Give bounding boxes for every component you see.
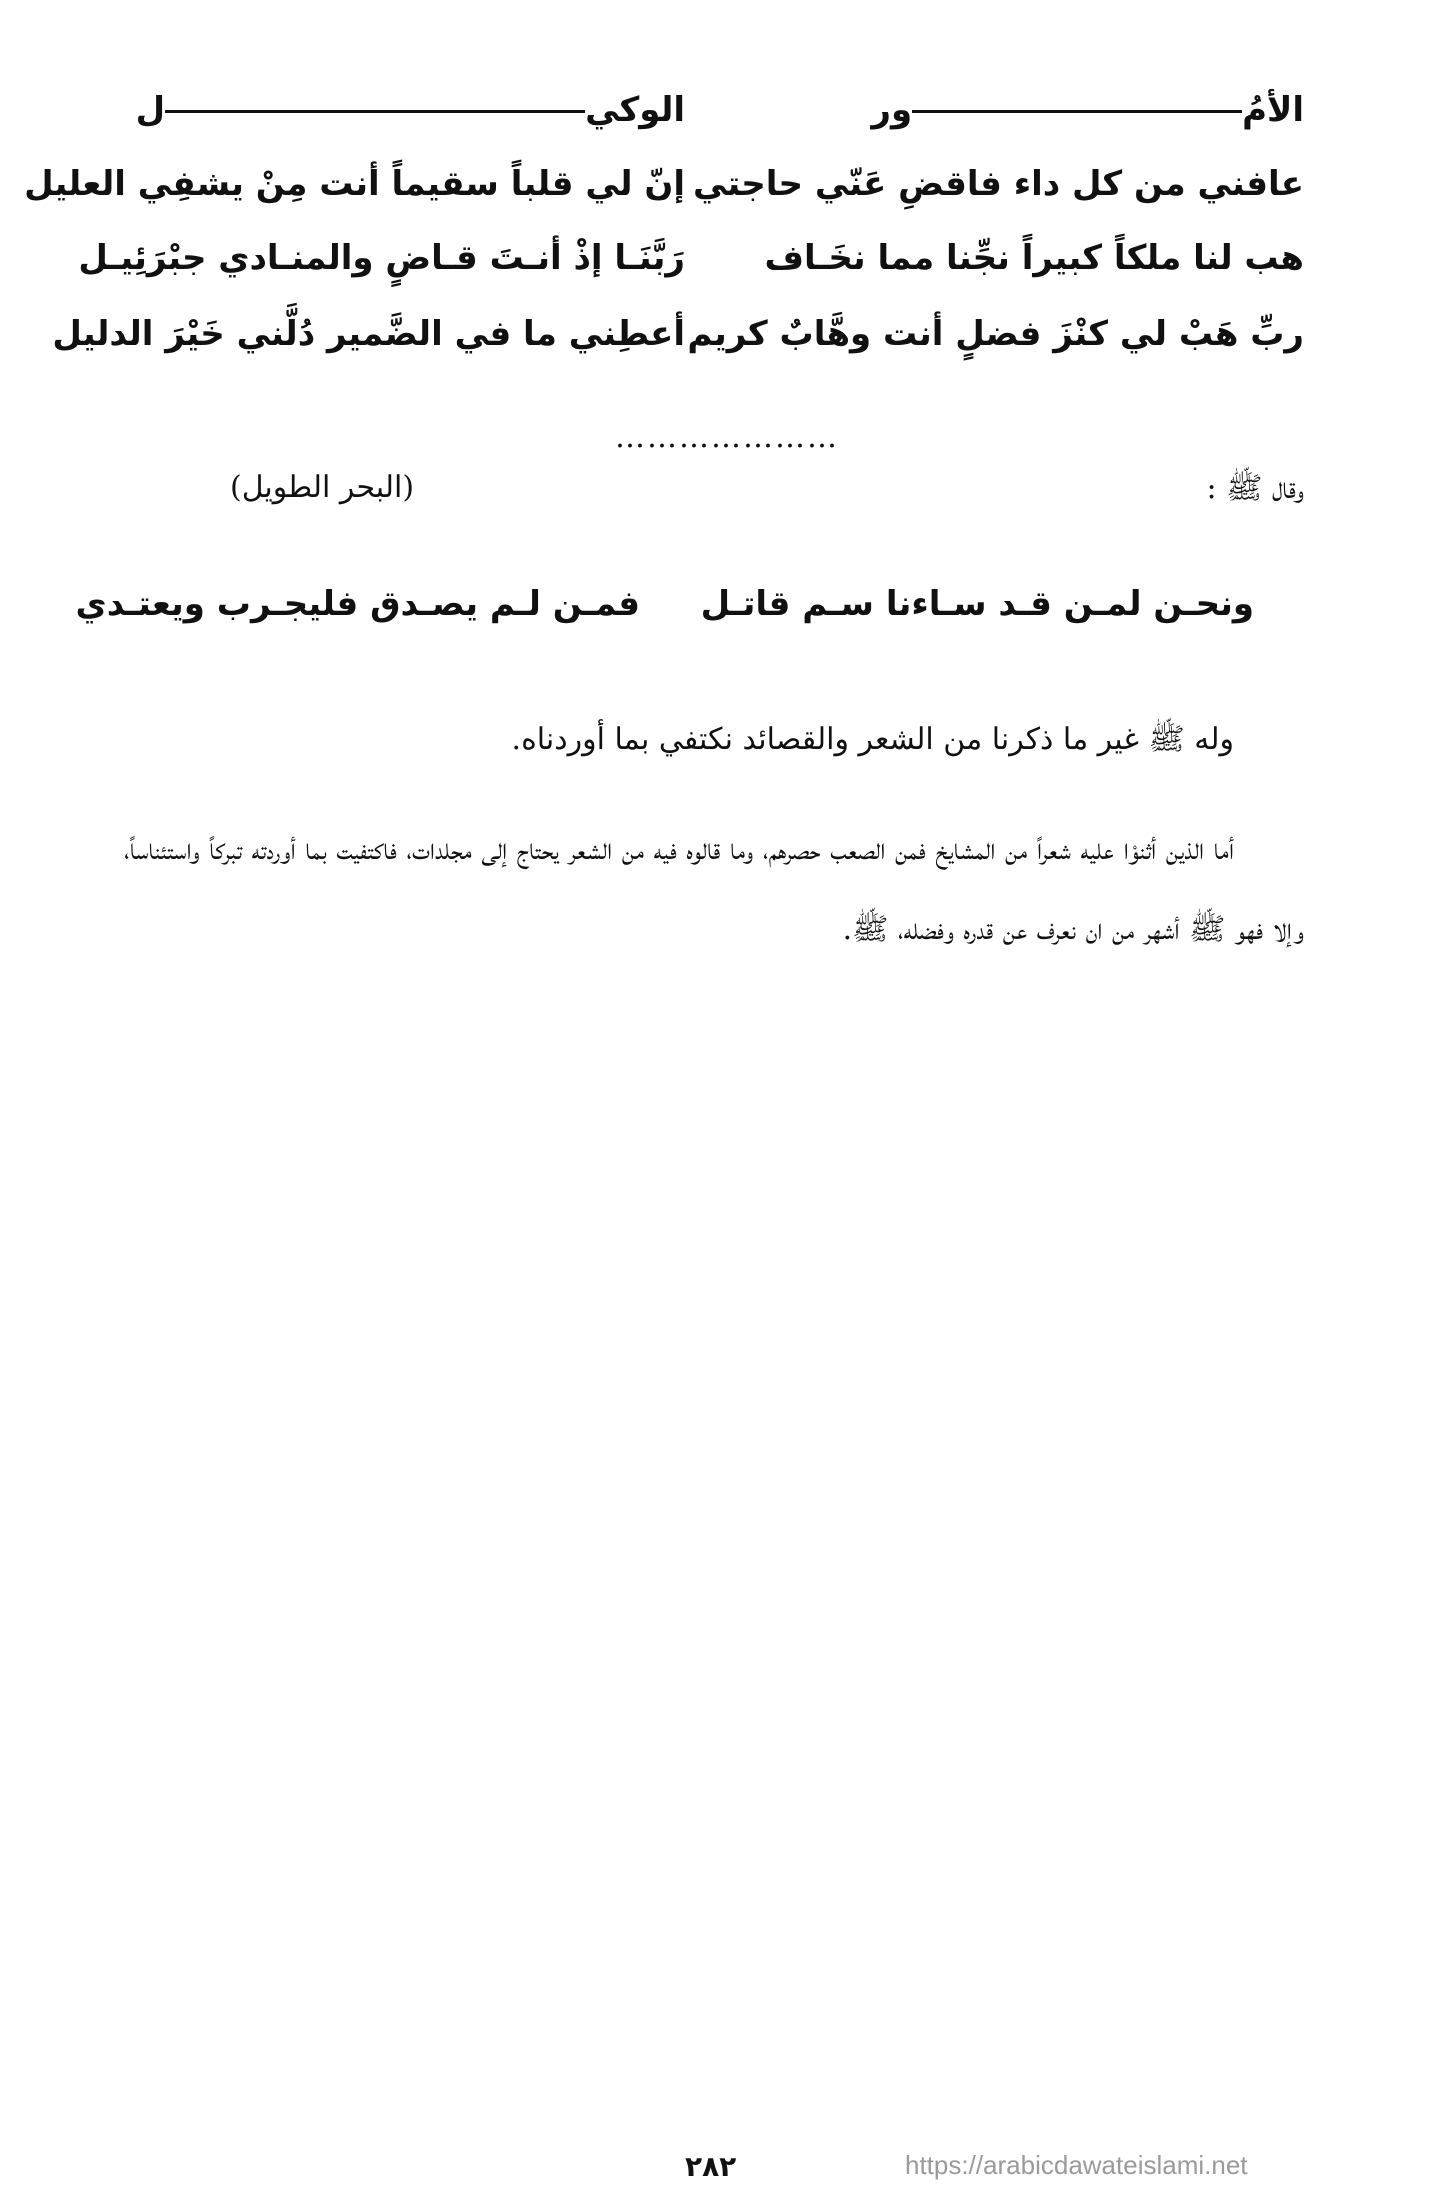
verse-3-right: ربِّ هَبْ لي كنْزَ فضلٍ أنت وهَّابٌ كريم — [687, 314, 1304, 354]
heading-right-end: ور — [871, 90, 913, 130]
paragraph-1: وله ﷺ غير ما ذكرنا من الشعر والقصائد نكتفي بما أوردناه. — [511, 722, 1234, 757]
kashida-line — [165, 110, 585, 113]
heading-right-start: الأمُ — [1242, 90, 1304, 130]
poem-meter-label: (البحر الطويل) — [230, 470, 415, 505]
verse-1-right: عافني من كل داء فاقضِ عَنّي حاجتي — [692, 164, 1304, 204]
page-number: ٢٨٢ — [685, 2150, 737, 2183]
poem-heading-left — [135, 88, 685, 132]
kashida-line — [912, 110, 1242, 113]
verse-4-left: فمـن لـم يصـدق فليجـرب ويعتـدي — [75, 584, 640, 624]
poem-heading-right — [784, 88, 1304, 132]
verse-4-right: ونحـن لمـن قـد سـاءنا سـم قاتـل — [700, 584, 1254, 624]
section-separator: ………………… — [615, 420, 839, 455]
verse-3-left: أعطِني ما في الضَّمير دُلَّني خَيْرَ الدليل — [52, 314, 685, 354]
verse-2-left: رَبَّنَـا إذْ أنـتَ قـاضٍ والمنـادي جبْرَئِيـل — [78, 238, 685, 278]
watermark-url: https://arabicdawateislami.net — [905, 2150, 1248, 2180]
heading-left-start: الوكي — [585, 90, 685, 130]
verse-2-right: هب لنا ملكاً كبيراً نجِّنا مما نخَـاف — [764, 238, 1304, 278]
intro-said: وقال ﷺ : — [1206, 471, 1304, 506]
verse-1-left: إنّ لي قلباً سقيماً أنت مِنْ يشفِي العليل — [24, 164, 685, 204]
heading-left-end: ل — [135, 90, 166, 130]
paragraph-2: أما الذين أثنوْا عليه شعراً من المشايخ فمن الصعب حصرهم، وما قالوه فيه من الشعر يحتاج إلى مجلدات، فاكتفيت بما أوردته تبركاً واستئناساً، وإلا فهو ﷺ أشهر من ان نعرف عن قدره وفضله، ﷺ. — [124, 832, 1304, 947]
